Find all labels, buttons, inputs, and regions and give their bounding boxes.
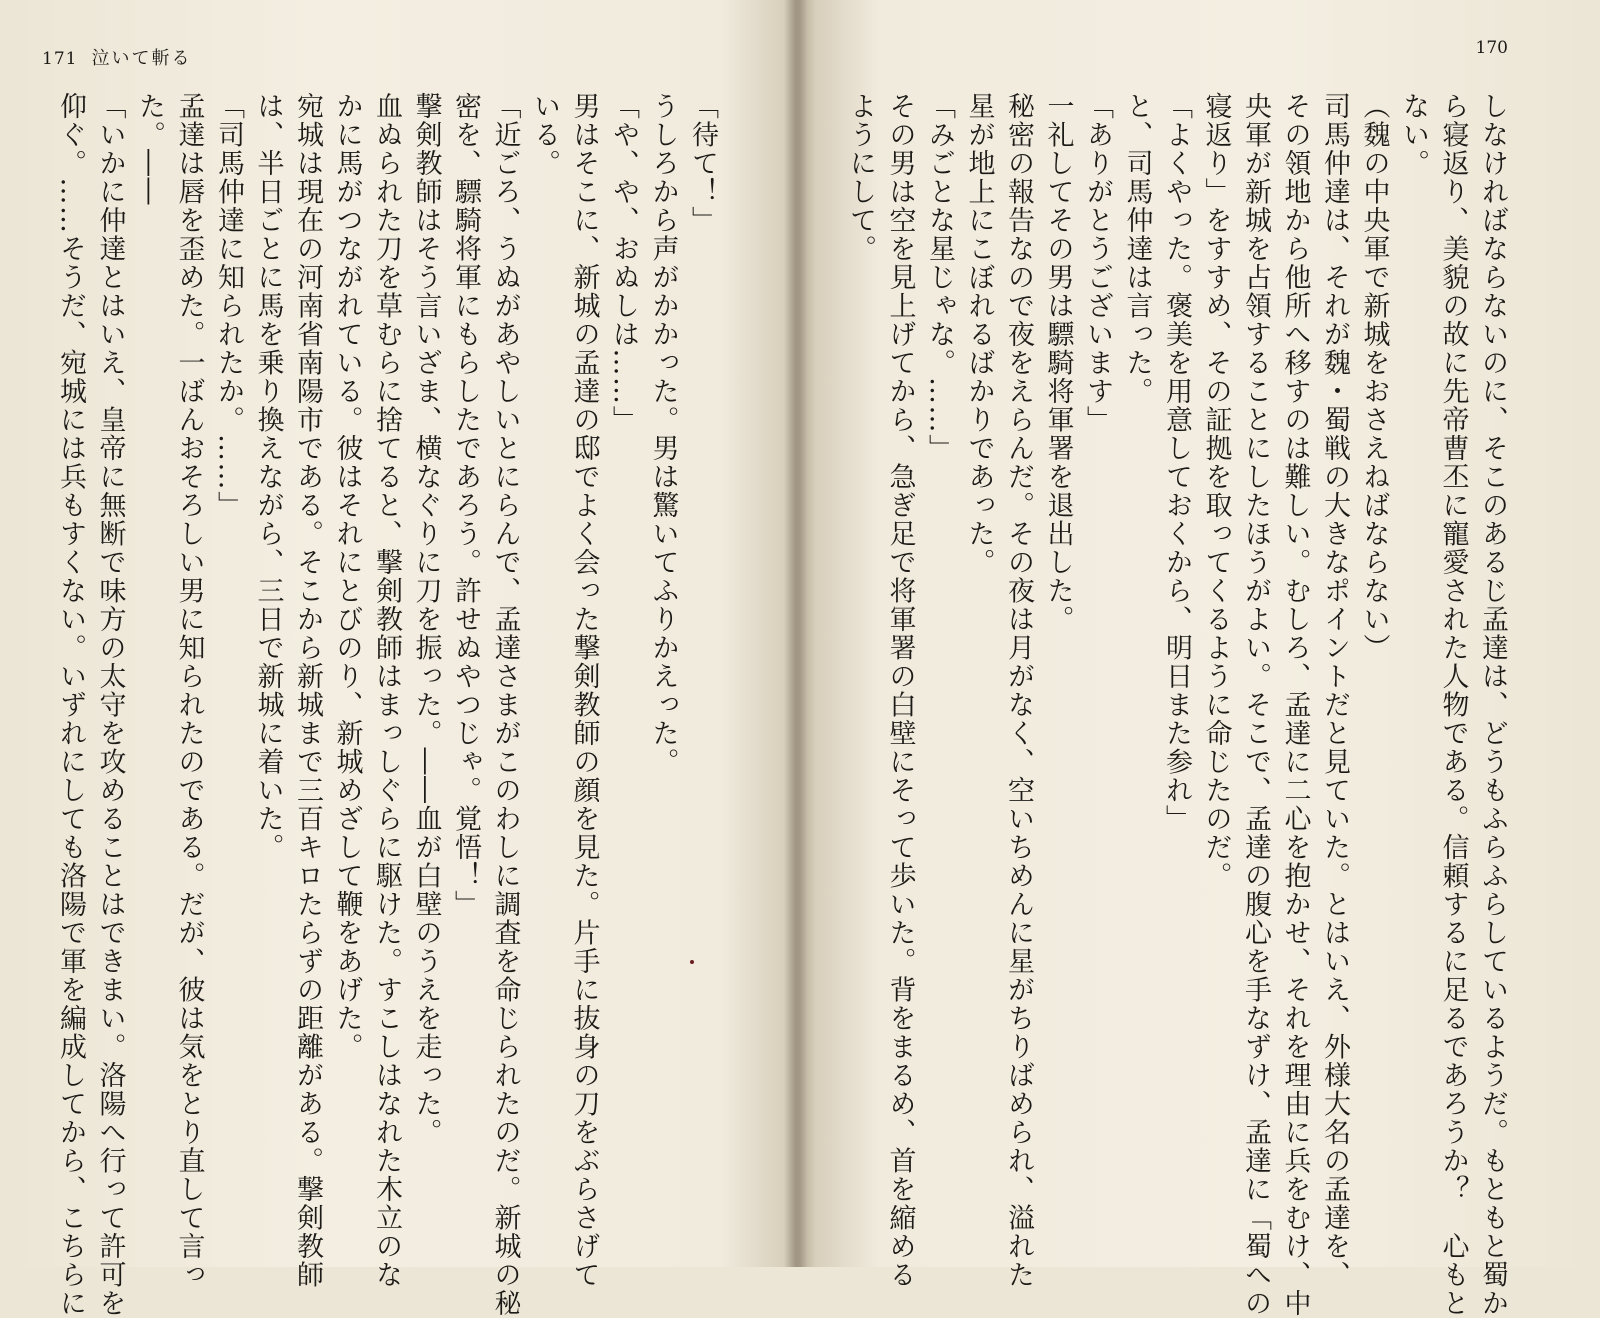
ink-speck: [690, 960, 694, 964]
text-line: は、半日ごとに馬を乗り換えながら、三日で新城に着いた。: [252, 92, 284, 862]
left-page-body-text: [51, 92, 723, 1318]
running-title: 泣いて斬る: [91, 48, 192, 69]
text-line: 「みごとな星じゃな。……」: [924, 92, 955, 463]
text-line: いる。: [529, 92, 560, 178]
text-line: 「や、や、おぬしは……」: [608, 92, 639, 434]
text-line: 「司馬仲達に知られたか。……」: [213, 92, 244, 520]
text-line: 男はそこに、新城の孟達の邸でよく会った撃剣教師の顔を見た。片手に抜身の刀をぶらさげて: [568, 92, 600, 1289]
page-number-left: 171: [42, 49, 78, 69]
text-line: ら寝返り、美貌の故に先帝曹丕に寵愛された人物である。信頼するに足るであろうか？ 心もと: [1437, 92, 1469, 1318]
text-line: 寝返り」をすすめ、その証拠を取ってくるように命じたのだ。: [1200, 92, 1232, 890]
text-line: 「近ごろ、うぬがあやしいとにらんで、孟達さまがこのわしに調査を命じられたのだ。新城の秘: [489, 92, 521, 1318]
text-line: 星が地上にこぼれるばかりであった。: [963, 92, 995, 577]
text-line: 密を、驃騎将軍にもらしたであろう。許せぬやつじゃ。覚悟！」: [450, 92, 481, 919]
text-line: その男は空を見上げてから、急ぎ足で将軍署の白壁にそって歩いた。背をまるめ、首を縮める: [884, 92, 916, 1289]
text-line: 孟達は唇を歪めた。一ばんおそろしい男に知られたのである。だが、彼は気をとり直して言っ: [173, 92, 205, 1289]
right-page: [800, 0, 1600, 1318]
text-line: と、司馬仲達は言った。: [1121, 92, 1153, 406]
text-line: ない。: [1398, 92, 1429, 178]
text-line: 血ぬられた刀を草むらに捨てると、撃剣教師はまっしぐらに駆けた。すこしはなれた木立のな: [371, 92, 402, 1289]
text-line: しなければならないのに、そこのあるじ孟達は、どうもふらふらしているようだ。もともと蜀か: [1477, 92, 1508, 1318]
page-number-right: 170: [1475, 38, 1508, 58]
left-page: [0, 0, 790, 1318]
text-line: 秘密の報告なので夜をえらんだ。その夜は月がなく、空いちめんに星がちりばめられ、溢れた: [1003, 92, 1034, 1289]
text-line: 一礼してその男は驃騎将軍署を退出した。: [1042, 92, 1074, 634]
text-line: その領地から他所へ移すのは難しい。むしろ、孟達に二心を抱かせ、それを理由に兵をむけ、中: [1279, 92, 1311, 1318]
text-line: うしろから声がかかった。男は驚いてふりかえった。: [647, 92, 679, 776]
text-line: 「よくやった。褒美を用意しておくから、明日また参れ」: [1161, 92, 1192, 833]
text-line: 仰ぐ。……そうだ、宛城には兵もすくない。いずれにしても洛陽で軍を編成してから、こちらに: [55, 92, 86, 1318]
right-page-body-text: [841, 92, 1513, 1318]
text-line: 撃剣教師はそう言いざま、横なぐりに刀を振った。――血が白壁のうえを走った。: [410, 92, 442, 1147]
text-line: た。――: [134, 92, 165, 206]
text-line: 「待て！」: [687, 92, 718, 235]
text-line: 「いかに仲達とはいえ、皇帝に無断で味方の太守を攻めることはできまい。洛陽へ行って許可を: [94, 92, 126, 1318]
text-line: 宛城は現在の河南省南陽市である。そこから新城まで三百キロたらずの距離がある。撃剣教師: [292, 92, 323, 1289]
text-line: 「ありがとうございます」: [1082, 92, 1113, 434]
text-line: ようにして。: [845, 92, 876, 263]
running-head: [42, 44, 191, 70]
text-line: （魏の中央軍で新城をおさえねばならない）: [1358, 92, 1390, 662]
text-line: かに馬がつながれている。彼はそれにとびのり、新城めざして鞭をあげた。: [331, 92, 363, 1061]
text-line: 央軍が新城を占領することにしたほうがよい。そこで、孟達の腹心を手なずけ、孟達に「蜀への: [1240, 92, 1271, 1318]
text-line: 司馬仲達は、それが魏・蜀戦の大きなポイントだと見ていた。とはいえ、外様大名の孟達を、: [1319, 92, 1350, 1289]
